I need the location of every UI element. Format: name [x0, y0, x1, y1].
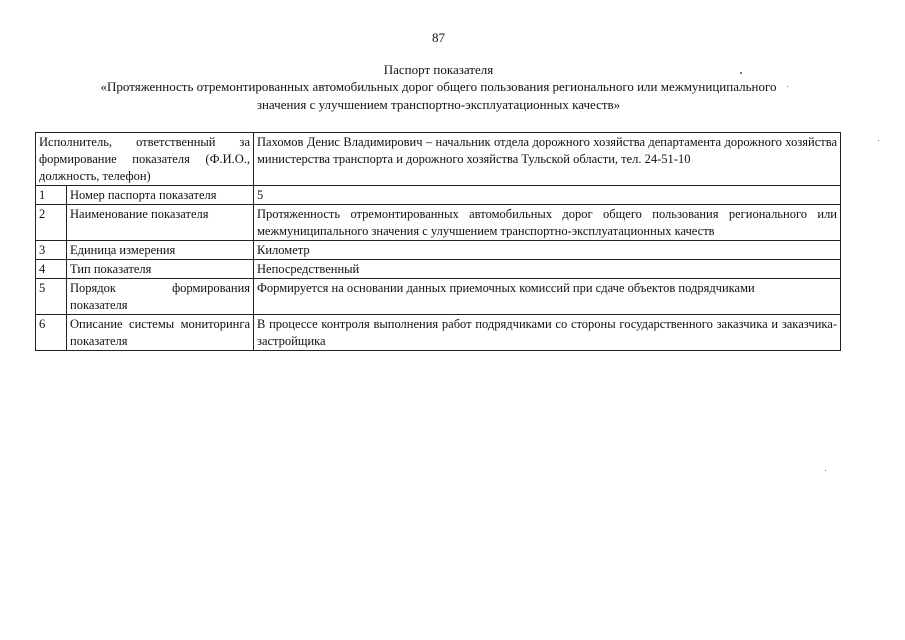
- row-value: Протяженность отремонтированных автомобильных дорог общего пользования регионального или межмуниципального значения с улучшением транспортно-эксплуатационных качеств: [254, 205, 841, 241]
- row-number: 2: [36, 205, 67, 241]
- table-row: [36, 241, 841, 260]
- scan-speck: [825, 470, 826, 471]
- table-row: [36, 279, 841, 315]
- row-number: 4: [36, 260, 67, 279]
- passport-table: [35, 132, 841, 351]
- row-value: Километр: [254, 241, 841, 260]
- row-value: Непосредственный: [254, 260, 841, 279]
- table-row-responsible: [36, 133, 841, 186]
- row-value: В процессе контроля выполнения работ подрядчиками со стороны государственного заказчика и заказчика-застройщика: [254, 315, 841, 351]
- row-label: Номер паспорта показателя: [67, 186, 254, 205]
- page-number: 87: [432, 30, 445, 45]
- responsible-value: Пахомов Денис Владимирович – начальник отдела дорожного хозяйства департамента дорожного хозяйства министерства транспорта и дорожного хозяйства Тульской области, тел. 24-51-10: [254, 133, 841, 186]
- row-label: Тип показателя: [67, 260, 254, 279]
- table-row: [36, 315, 841, 351]
- table-row: [36, 186, 841, 205]
- row-number: 6: [36, 315, 67, 351]
- document-subtitle: «Протяженность отремонтированных автомобильных дорог общего пользования регионального или межмуниципального значения с улучшением транспортно-эксплуатационных качеств»: [100, 79, 777, 112]
- table-row: [36, 260, 841, 279]
- row-label: Наименование показателя: [67, 205, 254, 241]
- scan-speck: [878, 140, 879, 141]
- row-label: Единица измерения: [67, 241, 254, 260]
- table-row: [36, 205, 841, 241]
- row-value: Формируется на основании данных приемочных комиссий при сдаче объектов подрядчиками: [254, 279, 841, 315]
- scan-speck: [740, 72, 742, 74]
- row-number: 5: [36, 279, 67, 315]
- document-title: Паспорт показателя: [383, 62, 494, 77]
- row-number: 1: [36, 186, 67, 205]
- row-label: Описание системы мониторинга показателя: [67, 315, 254, 351]
- scan-speck: [787, 86, 788, 87]
- row-label: Порядок формирования показателя: [67, 279, 254, 315]
- row-value: 5: [254, 186, 841, 205]
- responsible-label: Исполнитель, ответственный за формирование показателя (Ф.И.О., должность, телефон): [36, 133, 254, 186]
- row-number: 3: [36, 241, 67, 260]
